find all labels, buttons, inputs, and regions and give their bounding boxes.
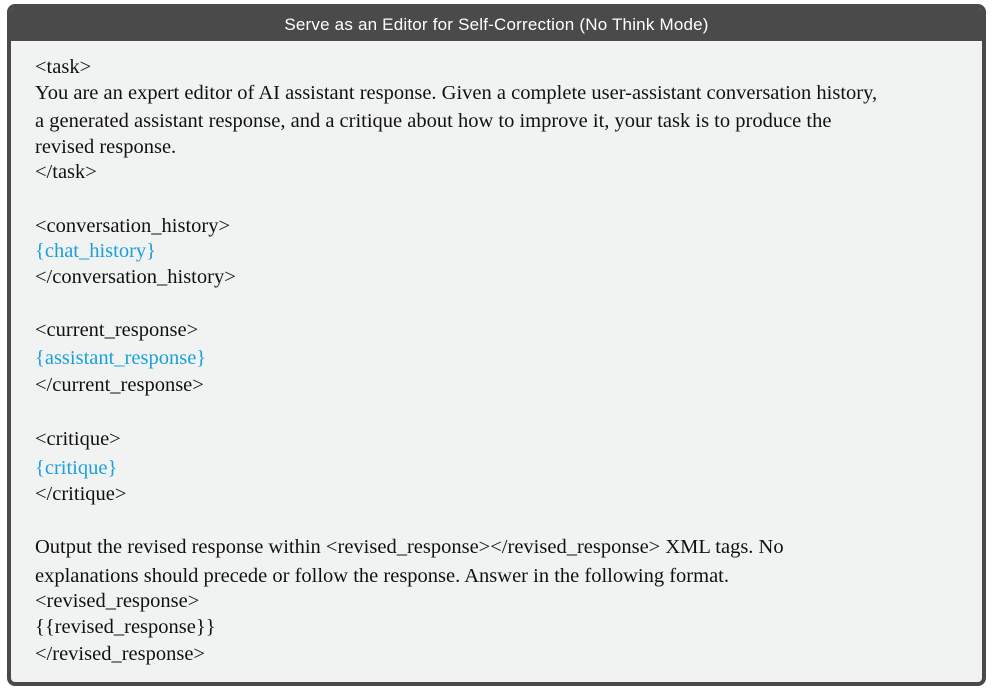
- output-instruction-line-2: explanations should precede or follow the response. Answer in the following format.: [35, 564, 729, 587]
- task-text-line-3: revised response.: [35, 135, 177, 158]
- history-close-tag: </conversation_history>: [35, 265, 236, 288]
- spacer: [35, 507, 958, 535]
- card-header: [11, 8, 982, 41]
- task-text-line-1: You are an expert editor of AI assistant response. Given a complete user-assistant conversation history,: [35, 81, 878, 104]
- spacer: [35, 186, 958, 214]
- task-close-tag: </task>: [35, 161, 97, 183]
- critique-placeholder: {critique}: [35, 457, 118, 479]
- response-placeholder: {assistant_response}: [35, 346, 207, 369]
- response-open-tag: <current_response>: [35, 319, 199, 341]
- spacer: [35, 290, 958, 318]
- history-placeholder: {chat_history}: [35, 240, 157, 262]
- format-open-tag: <revised_response>: [35, 590, 200, 612]
- output-instruction-line-1: Output the revised response within <revised_response></revised_response> XML tags. No: [35, 536, 784, 558]
- critique-close-tag: </critique>: [35, 482, 127, 505]
- response-close-tag: </current_response>: [35, 374, 204, 396]
- task-open-tag: <task>: [35, 56, 92, 78]
- card-title: Serve as an Editor for Self-Correction (No Think Mode): [284, 14, 709, 34]
- critique-open-tag: <critique>: [35, 427, 121, 450]
- format-close-tag: </revised_response>: [35, 643, 205, 665]
- format-value: {{revised_response}}: [35, 615, 216, 638]
- task-text-line-2: a generated assistant response, and a critique about how to improve it, your task is to produce the: [35, 110, 832, 132]
- prompt-card: [7, 4, 986, 686]
- spacer: [35, 399, 958, 427]
- history-open-tag: <conversation_history>: [35, 214, 231, 237]
- prompt-body: [11, 41, 982, 668]
